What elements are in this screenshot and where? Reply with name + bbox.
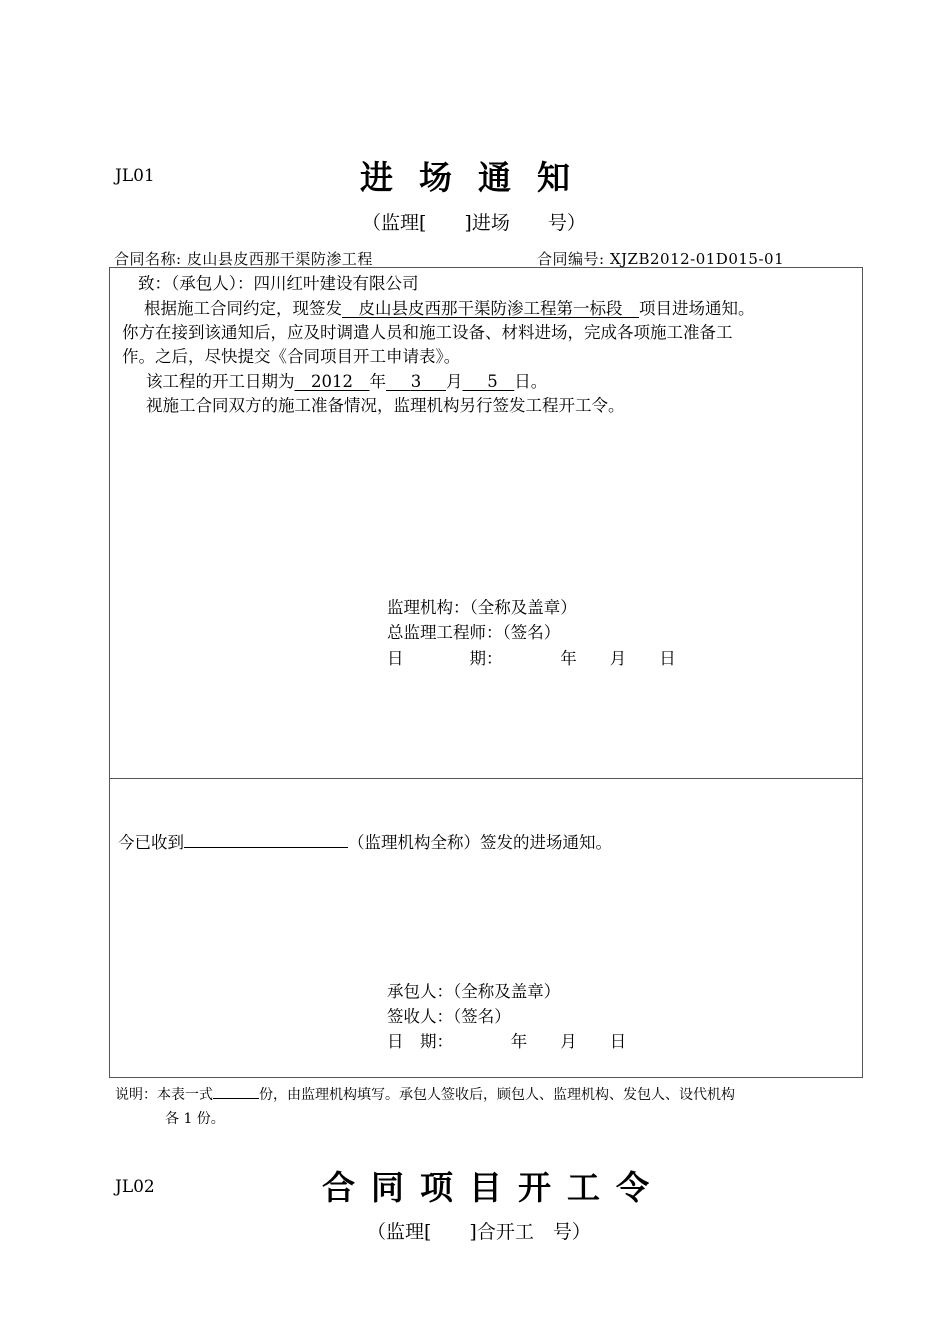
start-day: 5 <box>487 372 498 391</box>
receiver-date: 日 期： 年 月 日 <box>387 1032 627 1051</box>
project-section: 皮山县皮西那干渠防渗工程第一标段 <box>358 299 623 318</box>
copies-blank <box>213 1085 259 1099</box>
contract-number <box>537 248 784 269</box>
notice-body-line-2: 你方在接到该通知后，应及时调遣人员和施工设备、材料进场，完成各项施工准备工 <box>122 323 733 342</box>
notice-body-line-5: 视施工合同双方的施工准备情况，监理机构另行签发工程开工令。 <box>146 396 625 415</box>
contract-name-value: 皮山县皮西那干渠防渗工程 <box>186 250 373 268</box>
contract-name-label: 合同名称: <box>114 250 182 268</box>
form-note-line-2: 各 1 份。 <box>165 1111 225 1127</box>
sign-date: 日 期： 年 月 日 <box>387 649 676 668</box>
start-year: 2012 <box>311 372 353 391</box>
form-subtitle-2: （监理[ ]合开工 号） <box>367 1221 591 1243</box>
form-code: JL01 <box>115 166 155 186</box>
contractor-sign: 承包人：（全称及盖章） <box>387 982 561 1001</box>
page-title-2: 合同项目开工令 <box>322 1168 665 1207</box>
start-month: 3 <box>410 372 422 391</box>
receiver-sign: 签收人：（签名） <box>387 1007 511 1026</box>
contract-number-value: XJZB2012-01D015-01 <box>609 250 785 268</box>
notice-body-line-3: 作。之后，尽快提交《合同项目开工申请表》。 <box>122 347 461 366</box>
form-note-line-1: 说明：本表一式 份，由监理机构填写。承包人签收后，顾包人、监理机构、发包人、设代机构 <box>115 1087 735 1103</box>
notice-box <box>109 267 863 779</box>
addressee-line: 致：（承包人）：四川红叶建设有限公司 <box>138 274 419 293</box>
notice-body-line-1: 根据施工合同约定，现签发 皮山县皮西那干渠防渗工程第一标段 项目进场通知。 <box>144 299 755 318</box>
supervisor-name-blank <box>184 831 348 848</box>
receipt-line: 今已收到 （监理机构全称）签发的进场通知。 <box>118 833 612 852</box>
contract-name <box>114 248 373 269</box>
start-date-line: 该工程的开工日期为 2012 年 3 月 5 日。 <box>146 372 548 391</box>
form-subtitle: （监理[ ]进场 号） <box>362 212 586 234</box>
contract-number-label: 合同编号: <box>537 250 605 268</box>
page-title: 进场通知 <box>360 158 596 197</box>
supervisor-org-sign: 监理机构：（全称及盖章） <box>387 598 577 617</box>
chief-engineer-sign: 总监理工程师：（签名） <box>387 623 561 642</box>
form-code-2: JL02 <box>115 1177 155 1197</box>
receipt-box <box>109 778 863 1078</box>
